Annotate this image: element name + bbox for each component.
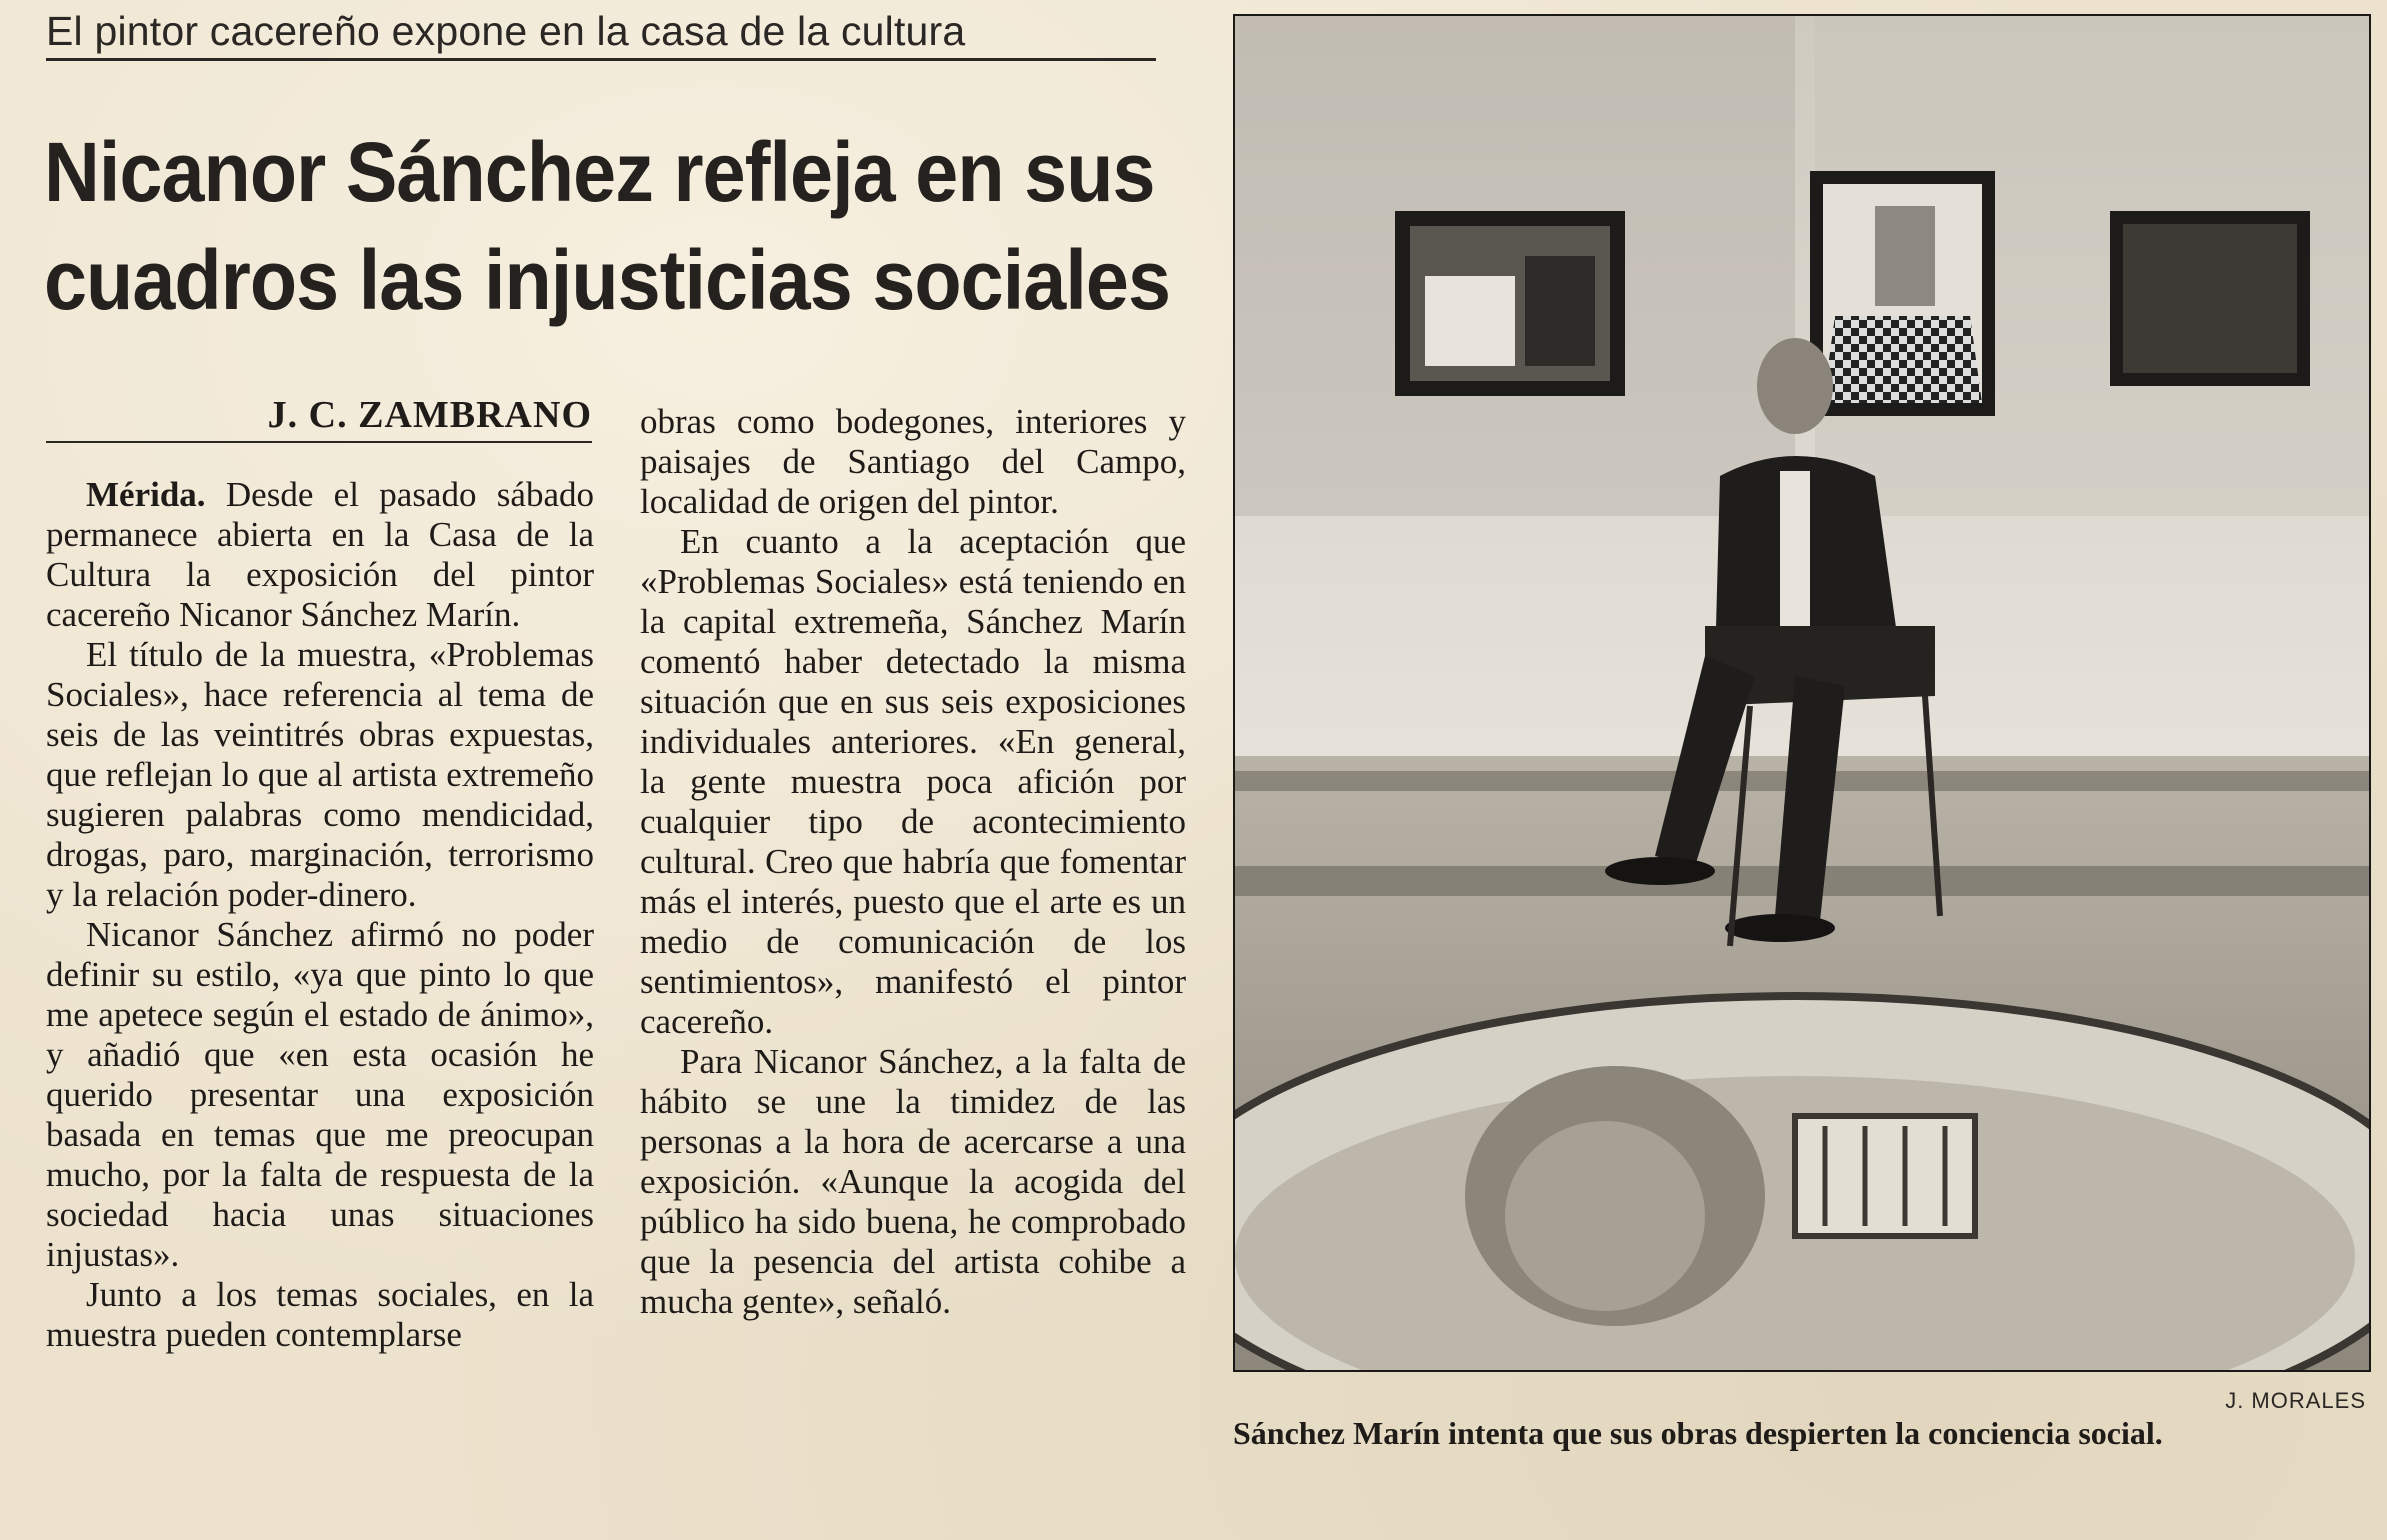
paragraph-2: El título de la muestra, «Problemas Sociales», hace referencia al tema de seis de las veintitrés obras expuestas, que reflejan lo que al artista extremeño sugieren palabras como mendicidad, drogas, paro, marginación, terrorismo y la relación poder-dinero. [46, 635, 594, 914]
paragraph-7: Para Nicanor Sánchez, a la falta de hábito se une la timidez de las personas a la hora de acercarse a una exposición. «Aunque la acogida del público ha sido buena, he comprobado que la pesencia del artista cohibe a mucha gente», señaló. [640, 1042, 1186, 1321]
paragraph-3: Nicanor Sánchez afirmó no poder definir su estilo, «ya que pinto lo que me apetece según el estado de ánimo», y añadió que «en esta ocasión he querido presentar una exposición basada en temas que me preocupan mucho, por la falta de respuesta de la sociedad hacia unas situaciones injustas». [46, 915, 594, 1274]
paragraph-6: En cuanto a la aceptación que «Problemas Sociales» está teniendo en la capital extremeña, Sánchez Marín comentó haber detectado la misma situación que en sus seis exposiciones individuales anteriores. «En general, la gente muestra poca afición por cualquier tipo de acontecimiento cultural. Creo que habría que fomentar más el interés, puesto que el arte es un medio de comunicación de los sentimientos», manifestó el pintor cacereño. [640, 522, 1186, 1041]
photo-gallery-scene [1235, 16, 2369, 1370]
painting-right [2110, 211, 2310, 386]
photo-caption: Sánchez Marín intenta que sus obras despierten la conciencia social. [1233, 1415, 2163, 1451]
article-photo [1233, 14, 2371, 1372]
photo-credit: J. MORALES [2225, 1388, 2366, 1413]
paragraph-1-text: Desde el pasado sábado permanece abierta en la Casa de la Cultura la exposición del pintor cacereño Nicanor Sánchez Marín. [46, 475, 594, 634]
headline-line-1: Nicanor Sánchez refleja en sus [44, 125, 1155, 219]
dateline: Mérida. [86, 475, 206, 514]
article-headline [44, 118, 1171, 334]
painting-center [1810, 171, 1995, 416]
article-column-2 [640, 402, 1186, 1322]
byline-rule [46, 441, 592, 443]
article-byline: J. C. ZAMBRANO [267, 394, 592, 436]
paragraph-4: Junto a los temas sociales, en la muestra pueden contemplarse [46, 1275, 594, 1354]
paragraph-1 [46, 475, 594, 635]
paragraph-5: obras como bodegones, interiores y paisajes de Santiago del Campo, localidad de origen del pintor. [640, 402, 1186, 521]
article-kicker: El pintor cacereño expone en la casa de la cultura [46, 8, 1156, 61]
article-column-1 [46, 475, 594, 1355]
painting-left [1395, 211, 1625, 396]
headline-line-2: cuadros las injusticias sociales [44, 233, 1171, 327]
